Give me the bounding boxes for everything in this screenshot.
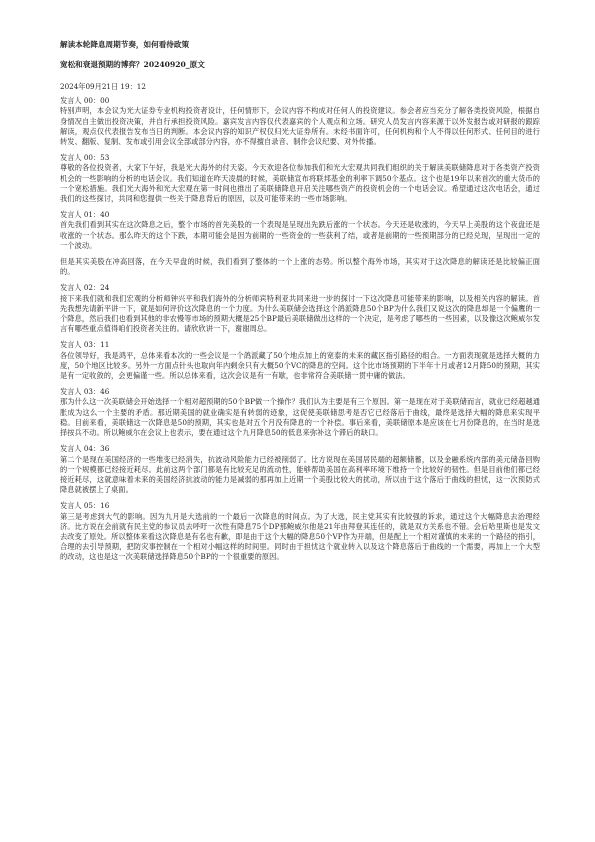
document-date: 2024年09月21日 19：12 [60, 82, 146, 91]
paragraph: 但是其实美股在冲高回落，在今天早盘的时候，我们看到了整体的一个上涨的态势。所以整个海外市场，其实对于这次降息的解读还是比较偏正面的。 [60, 257, 540, 277]
paragraph: 第二个是现在美国经济的一些堆变已经消失，抗波动风险能力已经被削弱了。比方说现在美国居民端的超额储蓄，以及金融系统内部的美元储备回购的一个规模都已经接近耗尽。此前这两个部门都是有比较充足的流动性，能够帮助美国在高利率环境下维持一个比较好的韧性。但是目前他们都已经接近耗尽，这就意味着未来的美国经济抗波动的能力是减弱的那再加上近期一个美股比较大的扰动，所以由于这个落后于曲线的担忧，这一次预防式降息就被摆上了桌面。 [60, 454, 540, 495]
speaker-label: 发言人 05：16 [60, 501, 110, 511]
section-5 [60, 387, 540, 438]
section-7 [60, 501, 540, 562]
paragraph: 那为什么这一次美联储会开始选择一个相对超预期的50个BP做一个操作？我们认为主要是有三个原因。第一是现在对于美联储而言，就业已经超越通胀成为这么一个主要的矛盾。那近期美国的就业确实是有转弱的迹象，这促使美联储思考是否它已经落后于曲线，最终是选择大幅的降息来实现平稳。目前来看，美联储这一次降息是50的预期，其实也是对五个月没有降息的一个补偿。事后来看，美联储原本是应该在七月份降息的，在当时是选择按兵不动。所以鲍威尔在会议上也表示，要在通过这个九月降息50的低息来弥补这个滞后的缺口。 [60, 397, 540, 438]
section-0 [60, 96, 540, 147]
title-line-2: 宽松和衰退预期的博弈？20240920_原文 [60, 60, 205, 69]
paragraph: 尊敬的各位投资者，大家下午好，我是光大海外的付天姿。今天欢迎各位参加我们和光大宏观共同我们组织的关于解读美联储降息对于各类资产投资机会的一些影响的分析的电话会议。我们知道在昨天凌晨的时候，美联储宣布将联邦基金的利率下调50个基点。这个也是19年以来首次的重大货币的一个宽松措施。我们光大海外和光大宏观在第一时间也推出了美联储降息开启关注哪些资产的投资机会的一个电话会议。希望通过这次电话会，通过我们的这些探讨，共同和您提供一些关于降息背后的原因，以及可能带来的一些市场影响。 [60, 163, 540, 204]
speaker-label: 发言人 00：00 [60, 96, 110, 106]
speaker-label: 发言人 03：11 [60, 340, 110, 350]
speaker-label: 发言人 01：40 [60, 210, 110, 220]
paragraph: 各位领导好，我是鸿平，总体来看本次的一些会议是一个鸽派藏了50个地点加上的宽泰的未来的藏区指引路径的组合。一方面表现就是选择大概的力度，50个地区比较多。另外一方面点针头也取向年内剩余只有大概50个VC的降息的空间。这个比市场预期的下半年十月或者12月降50的预期，其实是有一定收敛的，会更偏谨一些。所以总体来看，这次会议是有一有歇，也非常符合美联储一贯中庸的做法。 [60, 350, 540, 381]
speaker-label: 发言人 00：53 [60, 153, 110, 163]
paragraph: 接下来我们就和我们宏观的分析师钟兴平和我们海外的分析师宾特利亚共同来进一步的探讨一下这次降息可能带来的影响，以及相关内容的解读。首先我想先请新平讲一下，就是如何评价这次降息的一个力度。为什么美联储会选择这个鸽派降息50个BP为什么我们又说这次的降息却是一个偏鹰的一个降息，然后我们也看到其他的非农慢等市场的预期大概是25个BP最后美联储做出这样的一个决定，是考虑了哪些的一些因素，以及像这次鲍威尔发言有哪些重点值得咱们投资者关注的。请欣欣讲一下，谢谢周总。 [60, 293, 540, 334]
document-title [60, 40, 540, 70]
section-4 [60, 340, 540, 381]
section-2 [60, 210, 540, 277]
section-3 [60, 283, 540, 334]
speaker-label: 发言人 02：24 [60, 283, 110, 293]
title-line-1: 解读本轮降息周期节奏，如何看待政策 [60, 40, 190, 49]
paragraph: 首先我们看到其实在这次降息之后，整个市场的首先美股的一个表现是呈现出先跌后涨的一个状态。今天还是收涨的，今天早上美股的这个夜盘还是收涨的一个状态。那么昨天的这个下跌，本期可能会是因为前期的一些资金的一些获利了结，或者是前期的一些预期部分的已经兑现，呈现出一定的一个波动。 [60, 220, 540, 250]
speaker-label: 发言人 03：46 [60, 387, 110, 397]
paragraph: 第三是考虑到大气的影响。因为九月是大选前的一个最后一次降息的时间点。为了大选，民主党其实有比较强的诉求，通过这个大幅降息去治理经济。比方说在会前就有民主党的参议员去呼吁一次性有降息75个DP那鲍威尔他是21年由拜登其连任的，就是双方关系也不错。会后哈里斯也是发文去改变了原处。所以整体来看这次降息是有名也有歉，即是由于这个大幅的降息50个VP作为开端，但是配上一个相对谨慎的未来的一个路径的指引，合理的去引导预期，把防灾事控制在一个相对小幅这样的时间里。同时由于担忧这个就业转入以及这个降息落后于曲线的一个需要，再加上一个大型的改动，这也是这一次美联储选择降息50个BP的一个很重要的原因。 [60, 511, 540, 562]
section-1 [60, 153, 540, 204]
paragraph: 特别声明，本会议为光大证券专业机构投资者设计，任何情形下，会议内容不构成对任何人的投资建议。参会者应当充分了解各类投资风险，根据自身情况自主做出投资决策，并自行承担投资风险。嘉宾发言内容仅代表嘉宾的个人观点和立场。研究人员发言内容来源于以外发报告或对研报的跟踪解读，观点仅代表报告发布当日的判断。本会议内容的知识产权仅归光大证券所有。未经书面许可，任何机构和个人不得以任何形式、任何目的进行转发、翻版、复制、发布或引用会议全部或部分内容，亦不得擅自录音、制作会议纪要、对外传播。 [60, 106, 540, 147]
section-6 [60, 444, 540, 495]
speaker-label: 发言人 04：36 [60, 444, 110, 454]
